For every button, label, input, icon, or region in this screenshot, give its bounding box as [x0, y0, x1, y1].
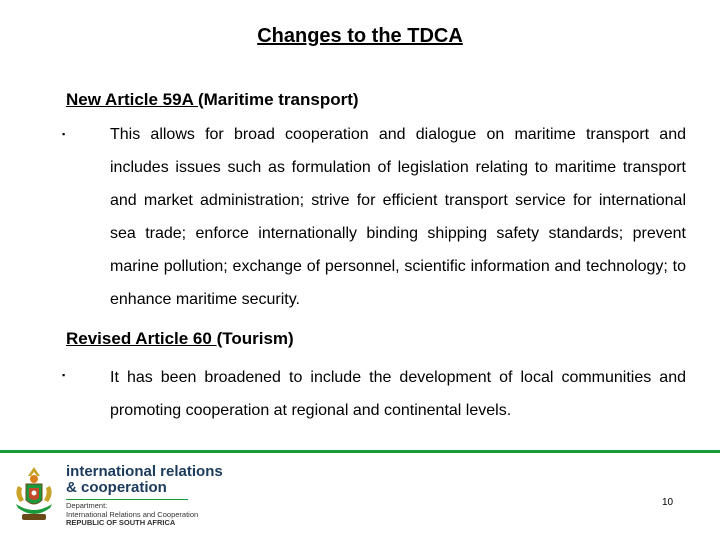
bullet-marker: ▪: [62, 129, 66, 139]
org-rule: [66, 499, 188, 500]
section-heading-article-59a: New Article 59A (Maritime transport): [66, 90, 359, 109]
coat-of-arms-icon: [10, 464, 58, 531]
slide-title: Changes to the TDCA: [257, 25, 463, 47]
page-number: 10: [662, 497, 674, 508]
org-name-line1: international relations: [66, 463, 223, 480]
section-body-article-59a: This allows for broad cooperation and dialogue on maritime transport and includes issues such as formulation of legislation relating to maritime transport and market administration; strive for efficient transport service for international sea trade; enforce internationally binding shipping safety standards; prevent marine pollution; exchange of personnel, scientific information and technology; to enhance maritime security.: [110, 126, 686, 308]
organisation-logo: [66, 464, 223, 528]
footer-divider: [0, 450, 720, 453]
dept-name: International Relations and Cooperation: [66, 509, 199, 519]
dept-label: Department:: [66, 501, 108, 510]
section-heading-article-60: Revised Article 60 (Tourism): [66, 329, 294, 348]
country-name: REPUBLIC OF SOUTH AFRICA: [66, 518, 176, 527]
org-name-line2: & cooperation: [66, 479, 167, 496]
bullet-marker: ▪: [62, 370, 66, 380]
section-body-article-60: It has been broadened to include the development of local communities and promoting cooperation at regional and continental levels.: [110, 369, 686, 419]
